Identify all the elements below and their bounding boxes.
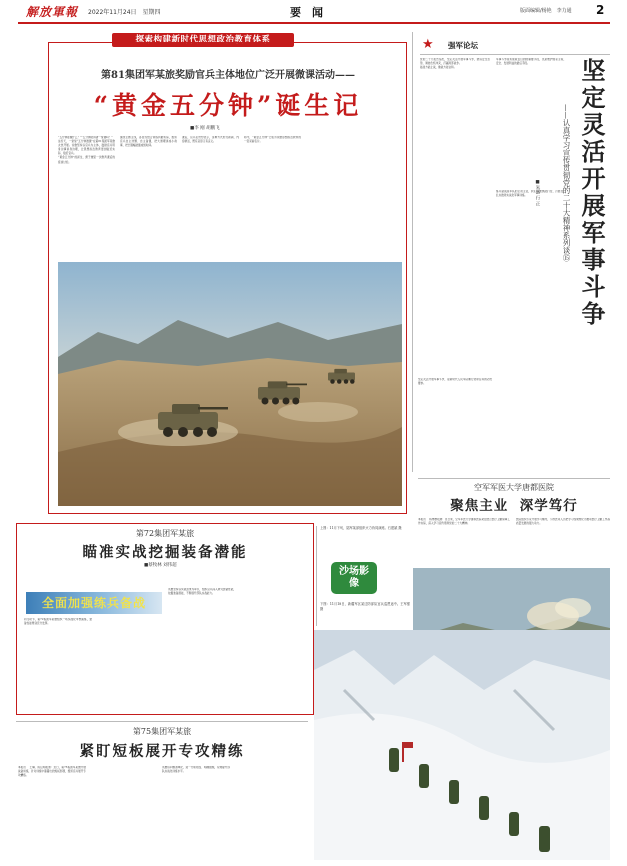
lead-paragraph: 这些天，一堂堂“五分钟微课”在第81集团军某旅火热开展。该旅坚持以官兵为主体，鼓励官兵用身边事讲身边理，让思想政治教育更加贴近实际、贴近官兵。 [58, 140, 115, 156]
story4-col-3 [162, 766, 230, 860]
story2-col-1 [418, 518, 510, 564]
story3-col-2 [96, 618, 164, 712]
commentary-paragraph: 军事斗争是实现政治目的的重要手段，也是维护国家主权、安全、发展利益的最后手段。 [496, 58, 566, 66]
armored-vehicles-photo [58, 262, 402, 506]
commentary-subhead: ——认真学习宣传贯彻党的二十大精神系列谈⑮ [562, 104, 571, 262]
story4-col-2 [90, 766, 158, 860]
story2-headline: 聚焦主业 深学笃行 [450, 498, 578, 514]
story2-top-rule [418, 478, 610, 479]
story3-headline: 瞄准实战挖掘装备潜能 [82, 544, 248, 561]
column-divider [316, 526, 317, 626]
commentary-column-badge [420, 38, 508, 52]
lead-kicker: 第81集团军某旅奖励官兵主体地位广泛开展微课活动—— [101, 70, 355, 81]
column-name: 强军论坛 [448, 41, 478, 50]
newspaper-logo: 解放軍報 [26, 5, 79, 19]
masthead [0, 0, 627, 22]
story3-col-4 [240, 588, 308, 712]
lead-paragraph: 课后，官兵们纷纷表示，这种方式形式新颖、内容鲜活，既有意思又有意义。 [182, 136, 239, 144]
lead-paragraph: “黄金五分钟”的诞生，源于旅里一次教育课后的座谈讨论。 [58, 156, 115, 164]
lead-paragraph: “五分钟能做什么？”“五分钟能讲清一堂课吗？” [58, 136, 113, 139]
photo-tag-label: 沙场影像 [339, 566, 369, 589]
commentary-col-4 [496, 378, 566, 472]
story3-byline: ■蔡牧林 刘伟超 [144, 563, 177, 568]
column-divider [412, 32, 413, 472]
story3-paragraph: 初冬时节，第72集团军某旅组织一场实战化考核演练，装备性能得到充分发挥。 [24, 618, 92, 626]
commentary-top-rule [420, 54, 610, 55]
commentary-paragraph: 能战方能止战，敢战方能言和。 [420, 66, 457, 70]
commentary-paragraph: 党的二十大报告指出，坚定灵活开展军事斗争，塑造安全态势，遏控危机冲突，打赢局部战争。 [420, 58, 490, 66]
commentary-col-2b [496, 190, 566, 373]
story4-headline: 紧盯短板展开专攻精练 [79, 743, 245, 760]
story3-paragraph: 该旅坚持以实战需求为牵引，组织官兵深入研究装备性能，挖掘装备潜能，不断提升部队实战能力。 [168, 588, 236, 596]
commentary-col-1 [420, 58, 490, 373]
photo-news-caption-bottom: 下图：11月18日，新疆军区某边防部队官兵巡逻途中。王军强 摄 [320, 602, 410, 611]
story4-paragraph: 该旅将问题清单化，逐一分析原因、明确措施，有效提升部队实战化训练水平。 [162, 766, 230, 774]
star-icon: ★ [422, 37, 434, 52]
story3-kicker: 第72集团军某旅 [135, 529, 195, 538]
commentary-paragraph: 练兵备战是军队的主责主业，我们要聚焦能打仗、打胜仗，扎实推进实战化军事训练。 [496, 190, 566, 198]
lead-photo [58, 262, 402, 506]
section-title: 要 闻 [290, 6, 323, 19]
lead-paragraph: 如今，“黄金五分钟”已成为该旅思想政治教育的一张亮丽名片。 [244, 136, 301, 144]
story4-col-4 [234, 766, 308, 860]
story4-col-1 [18, 766, 86, 860]
lead-byline: ■李 刚 胡鹏飞 [190, 126, 220, 131]
commentary-col-2 [496, 58, 566, 178]
banner-label: 探索构建新时代思想政治教育体系 [135, 35, 271, 45]
masthead-rule [18, 22, 610, 24]
story2-col-2 [516, 518, 610, 564]
photo-news-bottom-image [314, 630, 610, 860]
story3-col-1 [24, 618, 92, 712]
lead-col-3 [182, 136, 239, 261]
commentary-paragraph: 坚定灵活开展军事斗争，是新时代人民军队履行使命任务的必然要求。 [418, 378, 492, 386]
story4-kicker: 第75集团军某旅 [132, 727, 192, 736]
lead-headline: “黄金五分钟”诞生记 [93, 91, 363, 120]
story3-subbanner [26, 592, 162, 614]
commentary-col-5 [570, 378, 610, 472]
story2-paragraph: 医院组织专家开展学习辅导，引导医务人员把学习成果转化为推动医疗卫勤工作高质量发展的强大动力。 [516, 518, 610, 526]
commentary-col-3 [418, 378, 492, 472]
issue-date: 2022年11月24日 星期四 [88, 9, 161, 16]
commentary-headline: 坚定灵活开展军事斗争 [577, 58, 606, 328]
snow-patrol-photo [314, 630, 610, 860]
page-number: 2 [596, 3, 605, 17]
story4-paragraph: 本报讯 王琳、陈启明报道：近日，第75集团军某旅开展战备训练，针对训练中暴露出的短板弱项，组织官兵展开专攻精练。 [18, 766, 86, 778]
lead-col-4 [244, 136, 301, 261]
story3-col-3 [168, 588, 236, 712]
page-editor: 版面编辑/杨艳 李力通 [520, 8, 572, 14]
story4-top-rule [16, 721, 308, 722]
photo-news-caption-top: 上图：11月下旬，陆军某部组织火力协同演练。石建斌 摄 [320, 526, 402, 530]
lead-col-6 [356, 136, 402, 261]
commentary-byline: ■朱远 行 正 [535, 180, 540, 206]
story2-paragraph: 本报讯 杨博群报道：连日来，空军军医大学唐都医院紧密结合医疗卫勤保障工作实际，深入学习宣传贯彻党的二十大精神。 [418, 518, 510, 526]
lead-paragraph: 围绕主题主线，各营连结合训练执勤实际，组织官兵自主选题、自主备课，把大道理讲成小故事，把长篇幅浓缩成短时间。 [120, 136, 177, 148]
lead-col-5 [306, 136, 352, 261]
subbanner-label: 全面加强练兵备战 [41, 596, 146, 610]
story2-unit: 空军军医大学唐都医院 [474, 483, 554, 492]
photo-news-tag [331, 562, 377, 594]
